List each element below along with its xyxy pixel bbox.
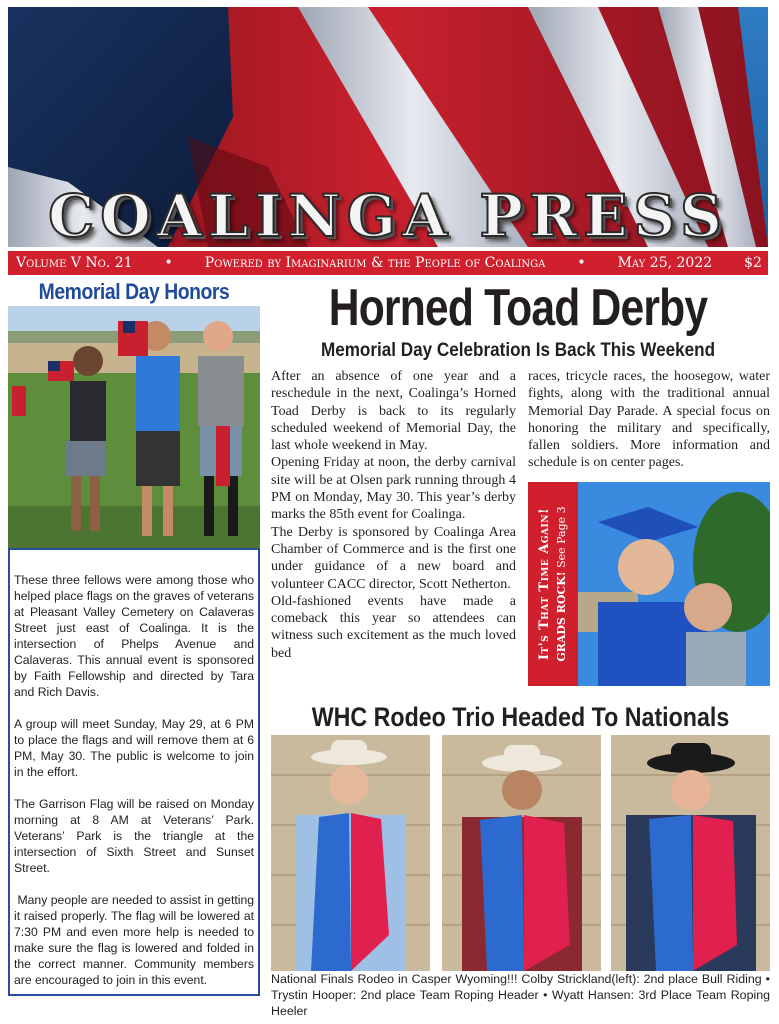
rodeo-photo-trystin — [442, 735, 601, 971]
issue-date: May 25, 2022 — [617, 255, 713, 271]
newspaper-title: COALINGA PRESS — [48, 182, 728, 247]
article-paragraph: The Garrison Flag will be raised on Monday morning at 8 AM at Veterans’ Park. Veterans’ Park is the triangle at the intersection of Sixth Street and Sunset Street. — [14, 797, 254, 875]
article-paragraph: Many people are needed to assist in getting it raised properly. The flag will be lowered at 7:30 PM and even more help is needed to make sure the flag is lowered and folded in the correct manner. Community members are encouraged to join in this event. — [14, 893, 254, 987]
masthead-flag-image — [8, 7, 768, 247]
grads-line-1: It's That Time Again! — [537, 507, 552, 661]
article-paragraph: These three fellows were among those who helped place flags on the graves of veterans at Pleasant Valley Cemetery on Calaveras Street just east of Coalinga. It is the intersection of Phelps Avenue and Calaveras. This annual event is sponsored by Faith Fellowship and directed by Tara and Rich Davis. — [14, 573, 254, 699]
article-paragraph: races, tricycle races, the hoosegow, water fights, along with the traditional annual Memorial Day Parade. A special focus on honoring the military and specifically, fallen soldiers. More information and schedule is on center pages. — [528, 369, 770, 471]
derby-article-column-2 — [528, 368, 770, 472]
article-paragraph: After an absence of one year and a reschedule in the next, Coalinga’s Horned Toad Derby is back to its regularly scheduled weekend of Memorial Day, the last whole weekend in May. — [271, 369, 516, 454]
issue-price: $2 — [744, 255, 762, 271]
memorial-day-heading: Memorial Day Honors — [38, 279, 230, 304]
issue-banner — [8, 251, 768, 275]
rodeo-photo-wyatt — [611, 735, 770, 971]
banner-separator: • — [164, 255, 173, 271]
tagline: Powered by Imaginarium & the People of Coalinga — [204, 255, 546, 271]
derby-article-column-1 — [271, 368, 516, 662]
banner-separator: • — [577, 255, 586, 271]
kids-with-flags-photo — [8, 306, 260, 548]
grads-promo-text — [536, 482, 570, 686]
grads-rock-label: GRADS ROCK! — [555, 571, 568, 662]
see-page-label: See Page 3 — [555, 506, 568, 572]
rodeo-headline: WHC Rodeo Trio Headed To Nationals — [311, 702, 730, 732]
article-paragraph: Opening Friday at noon, the derby carnival site will be at Olsen park running through 4 PM on Monday, May 30. This year’s derby marks the 85th event for Coalinga. — [271, 455, 516, 523]
article-paragraph: A group will meet Sunday, May 29, at 6 PM to place the flags and will remove them at 6 PM, May 30. The public is welcome to join in the effort. — [14, 717, 254, 779]
grads-promo[interactable] — [528, 482, 770, 686]
article-paragraph: Old-fashioned events have made a comeback this year so attendees can witness such excitement as the much loved bed — [271, 593, 516, 661]
graduate-photo — [578, 482, 770, 686]
memorial-day-article — [8, 548, 260, 996]
grads-line-2 — [554, 482, 570, 686]
rodeo-photo-colby — [271, 735, 430, 971]
volume-number: Volume V No. 21 — [16, 255, 133, 271]
derby-subheadline: Memorial Day Celebration Is Back This Weekend — [320, 340, 716, 361]
derby-headline: Horned Toad Derby — [328, 279, 708, 337]
rodeo-photo-caption: National Finals Rodeo in Casper Wyoming!!! Colby Strickland(left): 2nd place Bull Riding • Trystin Hooper: 2nd place Team Roping Header • Wyatt Hansen: 3rd Place Team Roping Heeler — [271, 972, 770, 1018]
article-paragraph: The Derby is sponsored by Coalinga Area Chamber of Commerce and is the first one under guidance of a new board and volunteer CACC director, Scott Netherton. — [271, 524, 516, 592]
